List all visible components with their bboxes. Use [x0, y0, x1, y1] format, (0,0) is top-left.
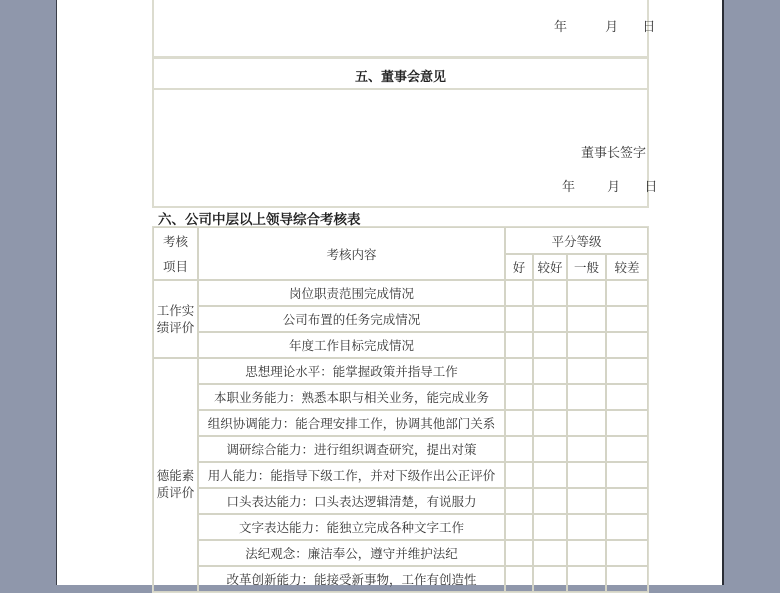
group-label-line2: 绩评价	[156, 320, 195, 335]
criterion: 口头表达能力：口头表达逻辑清楚，有说服力	[198, 488, 505, 514]
score-cell[interactable]	[533, 358, 567, 384]
criterion: 用人能力：能指导下级工作，并对下级作出公正评价	[198, 462, 505, 488]
criterion: 改革创新能力：能接受新事物，工作有创造性	[198, 566, 505, 592]
evaluation-table	[152, 226, 649, 593]
score-cell[interactable]	[606, 540, 648, 566]
score-cell[interactable]	[567, 306, 606, 332]
table-row	[153, 488, 648, 514]
score-cell[interactable]	[505, 332, 533, 358]
header-content: 考核内容	[198, 227, 505, 280]
day-label: 日	[644, 180, 658, 195]
score-cell[interactable]	[567, 540, 606, 566]
score-cell[interactable]	[567, 462, 606, 488]
score-cell[interactable]	[505, 566, 533, 592]
score-cell[interactable]	[606, 384, 648, 410]
table-row	[153, 280, 648, 306]
score-cell[interactable]	[533, 410, 567, 436]
criterion: 公司布置的任务完成情况	[198, 306, 505, 332]
section5-title: 五、董事会意见	[354, 70, 446, 85]
score-cell[interactable]	[533, 540, 567, 566]
score-cell[interactable]	[533, 332, 567, 358]
score-cell[interactable]	[533, 280, 567, 306]
section4-date	[554, 16, 655, 35]
group-label-line1: 工作实	[156, 303, 195, 318]
grade-fairly-good: 较好	[533, 254, 567, 280]
day-label: 日	[642, 20, 656, 35]
score-cell[interactable]	[533, 488, 567, 514]
score-cell[interactable]	[533, 436, 567, 462]
score-cell[interactable]	[505, 436, 533, 462]
header-row-1	[153, 227, 648, 254]
section4-box	[152, 0, 656, 58]
section6-title: 六、公司中层以上领导综合考核表	[158, 212, 361, 228]
chairman-signature-label: 董事长签字	[581, 146, 647, 161]
header-grade: 平分等级	[505, 227, 648, 254]
criterion: 年度工作目标完成情况	[198, 332, 505, 358]
criterion: 文字表达能力：能独立完成各种文字工作	[198, 514, 505, 540]
score-cell[interactable]	[505, 358, 533, 384]
grade-good: 好	[505, 254, 533, 280]
score-cell[interactable]	[533, 514, 567, 540]
score-cell[interactable]	[606, 358, 648, 384]
score-cell[interactable]	[505, 462, 533, 488]
year-label: 年	[562, 180, 576, 195]
group-label-line2: 质评价	[156, 485, 195, 500]
score-cell[interactable]	[567, 384, 606, 410]
table-row	[153, 410, 648, 436]
score-cell[interactable]	[606, 514, 648, 540]
criterion: 岗位职责范围完成情况	[198, 280, 505, 306]
score-cell[interactable]	[567, 280, 606, 306]
table-row	[153, 384, 648, 410]
score-cell[interactable]	[533, 462, 567, 488]
grade-average: 一般	[567, 254, 606, 280]
header-item-line2: 项目	[162, 258, 188, 274]
table-row	[153, 306, 648, 332]
group-label-virtue	[153, 358, 198, 592]
score-cell[interactable]	[606, 410, 648, 436]
header-item	[153, 227, 198, 280]
score-cell[interactable]	[567, 436, 606, 462]
score-cell[interactable]	[606, 462, 648, 488]
score-cell[interactable]	[505, 306, 533, 332]
score-cell[interactable]	[606, 332, 648, 358]
criterion: 思想理论水平：能掌握政策并指导工作	[198, 358, 505, 384]
criterion: 本职业务能力：熟悉本职与相关业务，能完成业务	[198, 384, 505, 410]
score-cell[interactable]	[567, 566, 606, 592]
score-cell[interactable]	[567, 358, 606, 384]
section5-date	[562, 176, 657, 195]
score-cell[interactable]	[606, 436, 648, 462]
score-cell[interactable]	[533, 306, 567, 332]
table-row	[153, 332, 648, 358]
score-cell[interactable]	[505, 514, 533, 540]
group-label-work	[153, 280, 198, 358]
score-cell[interactable]	[505, 410, 533, 436]
table-row	[153, 436, 648, 462]
month-label: 月	[605, 20, 619, 35]
section5-title-box	[152, 57, 649, 90]
score-cell[interactable]	[567, 488, 606, 514]
score-cell[interactable]	[533, 566, 567, 592]
score-cell[interactable]	[606, 566, 648, 592]
score-cell[interactable]	[567, 332, 606, 358]
table-row	[153, 514, 648, 540]
criterion: 调研综合能力：进行组织调查研究，提出对策	[198, 436, 505, 462]
score-cell[interactable]	[505, 384, 533, 410]
score-cell[interactable]	[505, 488, 533, 514]
score-cell[interactable]	[505, 540, 533, 566]
table-row	[153, 566, 648, 592]
grade-poor: 较差	[606, 254, 648, 280]
year-label: 年	[554, 20, 568, 35]
table-row	[153, 358, 648, 384]
criterion: 组织协调能力：能合理安排工作，协调其他部门关系	[198, 410, 505, 436]
month-label: 月	[607, 180, 621, 195]
section5-opinion-box	[152, 88, 658, 208]
score-cell[interactable]	[606, 280, 648, 306]
score-cell[interactable]	[606, 306, 648, 332]
table-row	[153, 540, 648, 566]
table-row	[153, 462, 648, 488]
group-label-line1: 德能素	[156, 468, 195, 483]
header-item-line1: 考核	[162, 233, 188, 249]
score-cell[interactable]	[606, 488, 648, 514]
score-cell[interactable]	[567, 410, 606, 436]
score-cell[interactable]	[533, 384, 567, 410]
score-cell[interactable]	[505, 280, 533, 306]
score-cell[interactable]	[567, 514, 606, 540]
criterion: 法纪观念：廉洁奉公，遵守并维护法纪	[198, 540, 505, 566]
